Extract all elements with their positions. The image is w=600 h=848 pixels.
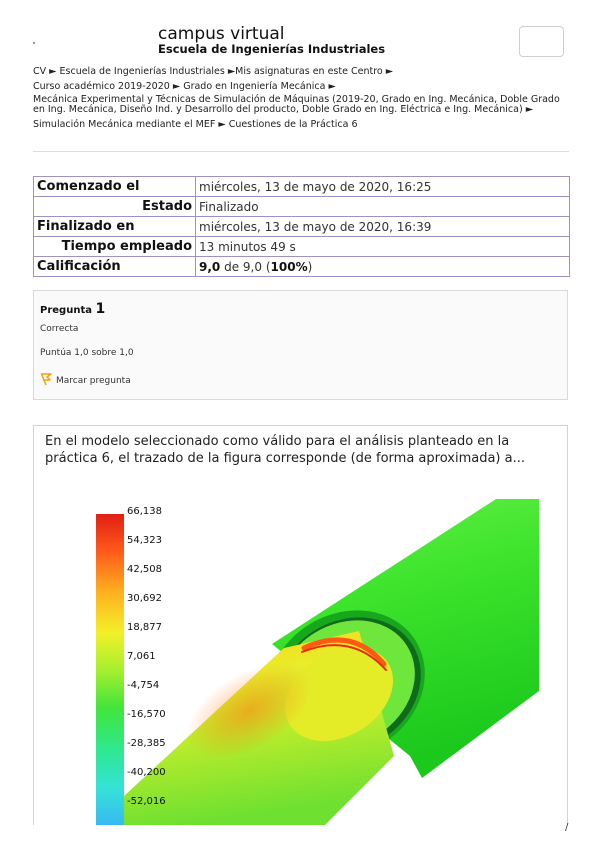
breadcrumb-separator: ► bbox=[218, 119, 226, 130]
legend-tick-label: 66,138 bbox=[127, 506, 162, 517]
breadcrumb-row-3 bbox=[33, 95, 563, 115]
breadcrumb-link-school[interactable]: Escuela de Ingenierías Industriales bbox=[59, 66, 225, 77]
breadcrumb-separator: ► bbox=[385, 66, 394, 77]
grade-close-paren: ) bbox=[307, 259, 313, 274]
logo-mark bbox=[33, 42, 35, 44]
site-subtitle: Escuela de Ingenierías Industriales bbox=[158, 42, 386, 56]
breadcrumb-row-1 bbox=[33, 66, 563, 77]
table-row bbox=[34, 197, 570, 217]
legend-tick-label: -16,570 bbox=[127, 709, 166, 720]
time-value: 13 minutos 49 s bbox=[196, 237, 570, 257]
table-row bbox=[34, 217, 570, 237]
question-label: Pregunta bbox=[40, 305, 92, 316]
breadcrumb-link-cv[interactable]: CV bbox=[33, 66, 47, 77]
table-row bbox=[34, 177, 570, 197]
breadcrumb-separator: ► bbox=[525, 104, 533, 115]
legend-tick-label: -4,754 bbox=[127, 680, 160, 691]
finished-value: miércoles, 13 de mayo de 2020, 16:39 bbox=[196, 217, 570, 237]
state-label: Estado bbox=[34, 197, 196, 217]
table-row bbox=[34, 257, 570, 277]
breadcrumb-link-course[interactable]: Mecánica Experimental y Técnicas de Simulación de Máquinas (2019-20, Grado en Ing. Mecánica, Doble Grado en Ing. Mecánica, Diseño Ind. y Desarrollo del producto, Doble Grado en Ing. Eléctrica e Ing. Mecánica) bbox=[33, 94, 560, 115]
question-number-value: 1 bbox=[95, 301, 106, 317]
breadcrumb-separator: ► bbox=[328, 81, 336, 92]
legend-tick-label: 18,877 bbox=[127, 622, 162, 633]
breadcrumb-separator: ► bbox=[227, 66, 236, 77]
header-divider bbox=[33, 151, 569, 152]
legend-tick-label: 7,061 bbox=[127, 651, 156, 662]
grade-label: Calificación bbox=[34, 257, 196, 277]
fem-result-figure bbox=[34, 426, 568, 825]
legend-tick-label: 30,692 bbox=[127, 593, 162, 604]
finished-label: Finalizado en bbox=[34, 217, 196, 237]
legend-tick-label: 54,323 bbox=[127, 535, 162, 546]
legend-tick-label: 42,508 bbox=[127, 564, 162, 575]
legend-tick-label: -40,200 bbox=[127, 767, 166, 778]
grade-open-paren: ( bbox=[265, 259, 271, 274]
grade-percent: 100% bbox=[270, 259, 308, 274]
started-value: miércoles, 13 de mayo de 2020, 16:25 bbox=[196, 177, 570, 197]
question-number bbox=[40, 301, 105, 317]
state-value: Finalizado bbox=[196, 197, 570, 217]
grade-value bbox=[196, 257, 570, 277]
breadcrumb-link-year[interactable]: Curso académico 2019-2020 bbox=[33, 81, 170, 92]
flag-icon bbox=[40, 373, 52, 385]
breadcrumb-row-2 bbox=[33, 81, 563, 92]
site-title[interactable]: campus virtual bbox=[158, 24, 285, 44]
breadcrumb-link-subjects[interactable]: Mis asignaturas en este Centro bbox=[235, 66, 383, 77]
breadcrumb-row-4 bbox=[33, 119, 563, 130]
question-grade: Puntúa 1,0 sobre 1,0 bbox=[40, 348, 134, 358]
breadcrumb-link-degree[interactable]: Grado en Ingeniería Mecánica bbox=[183, 81, 326, 92]
scroll-marker: / bbox=[565, 822, 569, 833]
grade-score: 9,0 bbox=[199, 259, 221, 274]
flag-question-label: Marcar pregunta bbox=[56, 376, 131, 386]
breadcrumb-separator: ► bbox=[172, 81, 181, 92]
question-state: Correcta bbox=[40, 324, 79, 334]
flag-question-button[interactable] bbox=[40, 373, 131, 386]
breadcrumb-link-section[interactable]: Simulación Mecánica mediante el MEF bbox=[33, 119, 216, 130]
legend-color-bar bbox=[96, 514, 124, 825]
breadcrumb bbox=[33, 66, 563, 134]
grade-of: de 9,0 bbox=[224, 259, 262, 274]
table-row bbox=[34, 237, 570, 257]
time-label: Tiempo empleado bbox=[34, 237, 196, 257]
legend-tick-label: -52,016 bbox=[127, 796, 166, 807]
question-formulation-panel bbox=[33, 425, 568, 825]
menu-toggle-button[interactable] bbox=[519, 26, 564, 57]
legend-tick-label: -28,385 bbox=[127, 738, 166, 749]
breadcrumb-separator: ► bbox=[49, 66, 57, 77]
attempt-summary-table bbox=[33, 176, 570, 277]
started-label: Comenzado el bbox=[34, 177, 196, 197]
question-text: En el modelo seleccionado como válido para el análisis planteado en la práctica 6, el trazado de la figura corresponde (de forma aproximada) a... bbox=[45, 434, 525, 466]
breadcrumb-link-quiz[interactable]: Cuestiones de la Práctica 6 bbox=[228, 119, 358, 130]
question-info-panel bbox=[33, 290, 568, 400]
